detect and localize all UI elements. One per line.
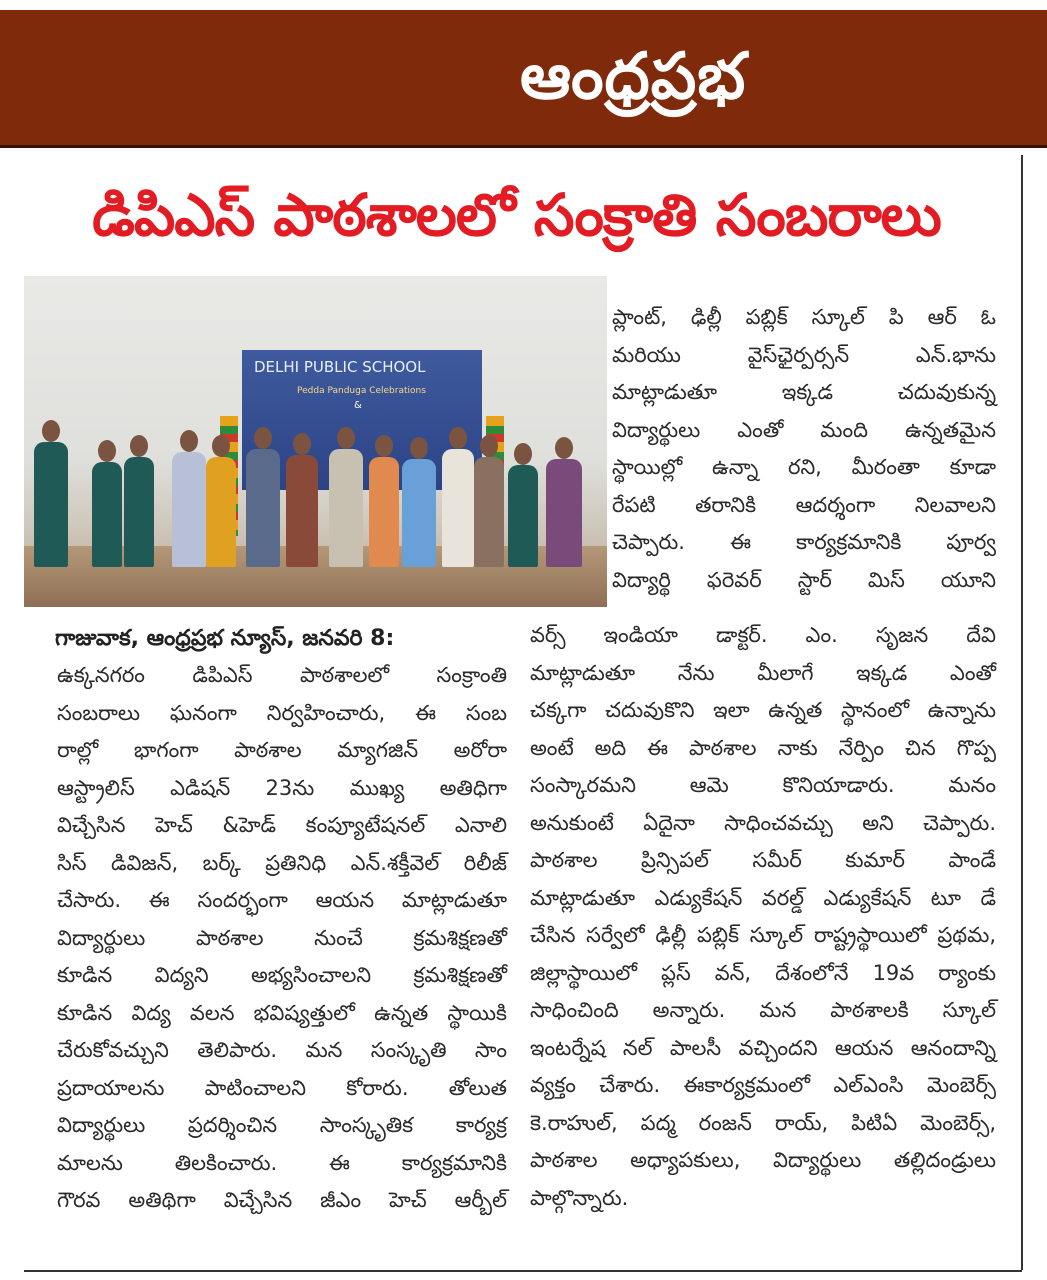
article-line: జిల్లాస్థాయిలో ప్లస్ వన్, దేశంలోనే 19వ ర్యాంకు xyxy=(530,960,996,985)
article-line: విద్యార్థులు ప్రదర్శించిన సాంస్కృతిక కార్యక్ర xyxy=(57,1113,507,1137)
article-line: విద్యార్థి ఫరెవర్ స్టార్ మిస్ యూని xyxy=(612,567,996,592)
article-line: ఉక్కనగరం డిపిఎస్ పాఠశాలలో సంక్రాంతి xyxy=(57,663,507,687)
article-line: గౌరవ అతిథిగా విచ్చేసిన జీఎం హెచ్ ఆర్బీల్ xyxy=(57,1188,507,1212)
article-line: పాఠశాల అధ్యాపకులు, విద్యార్థులు తల్లిదండ్రులు xyxy=(530,1148,996,1172)
article-line: విద్యార్థులు పాఠశాల నుంచే క్రమశిక్షణతో xyxy=(57,925,507,950)
article-line: చక్కగా చదువుకొని ఇలా ఉన్నత స్థానంలో ఉన్నాను xyxy=(530,698,996,722)
article-line: విద్యార్థులు ఎంతో మంది ఉన్నతమైన xyxy=(612,417,996,442)
article-line: వ్యక్తం చేశారు. ఈకార్యక్రమంలో ఎల్ఎంసి మెంబెర్స్ xyxy=(530,1073,996,1097)
article-line: చేసారు. ఈ సందర్భంగా ఆయన మాట్లాడుతూ xyxy=(57,888,507,912)
person xyxy=(402,459,436,567)
person xyxy=(124,457,154,567)
newspaper-logo: ఆంధ్రప్రభ xyxy=(520,40,747,114)
person xyxy=(329,449,363,567)
person xyxy=(546,459,582,567)
banner-ampersand: & xyxy=(354,400,362,411)
article-column-right-bottom xyxy=(530,617,996,1217)
article-line: మాట్లాడుతూ నేను మీలాగే ఇక్కడ ఎంతో xyxy=(530,660,996,685)
article-line: సంబరాలు ఘనంగా నిర్వహించారు, ఈ సంబ xyxy=(57,700,507,725)
person xyxy=(172,452,206,567)
banner-subtitle: Pedda Panduga Celebrations xyxy=(297,386,426,396)
bottom-divider xyxy=(24,1270,1022,1272)
dateline: గాజువాక, ఆంధ్రప్రభ న్యూస్, జనవరి 8: xyxy=(55,626,395,651)
banner-title: DELHI PUBLIC SCHOOL xyxy=(254,358,426,376)
article-line: సాధించింది అన్నారు. మన పాఠశాలకి స్కూల్ xyxy=(530,998,996,1022)
person xyxy=(369,457,399,567)
article-line: మాలను తిలకించారు. ఈ కార్యక్రమానికి xyxy=(57,1150,507,1175)
article-line: ప్లాంట్, ఢిల్లీ పబ్లిక్ స్కూల్ పి ఆర్ ఓ xyxy=(612,305,996,329)
person xyxy=(286,455,318,567)
article-line: విచ్చేసిన హెచ్ &హెడ్ కంప్యూటేషనల్ ఎనాలి xyxy=(57,813,507,837)
article-column-right-top xyxy=(612,299,996,599)
article-line: సిస్ డివిజన్, బర్క్ ప్రతినిధి ఎన్.శక్తీవెల్ రిలీజ్ xyxy=(57,850,507,875)
article-line: అనుకుంటే ఏదైనా సాధించవచ్చు అని చెప్పారు. xyxy=(530,810,996,835)
article-line: స్థాయిల్లో ఉన్నా రని, మీరంతా కూడా xyxy=(612,455,996,479)
article-line: ప్రదాయాలను పాటించాలని కోరారు. తోలుత xyxy=(57,1075,507,1100)
article-line: ఇంటర్నేష నల్ పాలసీ వచ్చిందని ఆయన ఆనందాన్ని xyxy=(530,1035,996,1060)
article-line: అంటే అది ఈ పాఠశాల నాకు నేర్పిం చిన గొప్ప xyxy=(530,735,996,760)
person xyxy=(508,465,538,567)
article-column-left xyxy=(57,657,507,1220)
article-line: సంస్కారమని ఆమె కొనియాడారు. మనం xyxy=(530,773,996,797)
article-line: రేపటి తరానికి ఆదర్శంగా నిలవాలని xyxy=(612,492,996,517)
article-line: మరియు వైస్‌ఛైర్పర్సన్ ఎన్.భాను xyxy=(612,342,996,367)
article-line: వర్స్ ఇండియా డాక్టర్. ఎం. సృజన దేవి xyxy=(530,623,996,647)
person xyxy=(442,449,474,567)
article-line: మాట్లాడుతూ ఎడ్యుకేషన్ వరల్డ్ ఎడ్యుకేషన్ టూ డే xyxy=(530,885,996,910)
headline: డిపిఎస్ పాఠశాలలో సంక్రాతి సంబరాలు xyxy=(92,181,941,249)
article-line: కూడిన విద్య వలన భవిష్యత్తులో ఉన్నత స్థాయికి xyxy=(57,1000,507,1025)
person xyxy=(92,462,122,567)
person xyxy=(34,442,68,567)
article-line: కూడిన విద్యని అభ్యసించాలని క్రమశిక్షణతో xyxy=(57,963,507,987)
article-line: మాట్లాడుతూ ఇక్కడ చదువుకున్న xyxy=(612,380,996,404)
column-divider xyxy=(1021,155,1023,1270)
event-photo xyxy=(24,276,607,607)
person xyxy=(246,449,280,567)
article-line: పాఠశాల ప్రిన్సిపల్ సమీర్ కుమార్ పాండే xyxy=(530,848,996,872)
article-line: చెప్పారు. ఈ కార్యక్రమానికి పూర్వ xyxy=(612,530,996,554)
person xyxy=(474,457,504,567)
masthead xyxy=(0,10,1047,148)
article-line: కె.రాహుల్, పద్మ రంజన్ రాయ్, పిటిఏ మెంబెర్స్, xyxy=(530,1110,996,1135)
article-line: చేరుకోవచ్చుని తెలిపారు. మన సంస్కృతి సాం xyxy=(57,1038,507,1062)
person xyxy=(206,457,236,567)
article-line: రాల్లో భాగంగా పాఠశాల మ్యాగజిన్ అరోరా xyxy=(57,738,507,762)
article-line: చేసిన సర్వేలో ఢిల్లీ పబ్లిక్ స్కూల్ రాష్ట్రస్థాయిలో ప్రథమ, xyxy=(530,923,996,947)
article-line: ఆస్ట్రాలిస్ ఎడిషన్ 23ను ముఖ్య అతిధిగా xyxy=(57,775,507,800)
article-line: పాల్గొన్నారు. xyxy=(530,1185,629,1210)
